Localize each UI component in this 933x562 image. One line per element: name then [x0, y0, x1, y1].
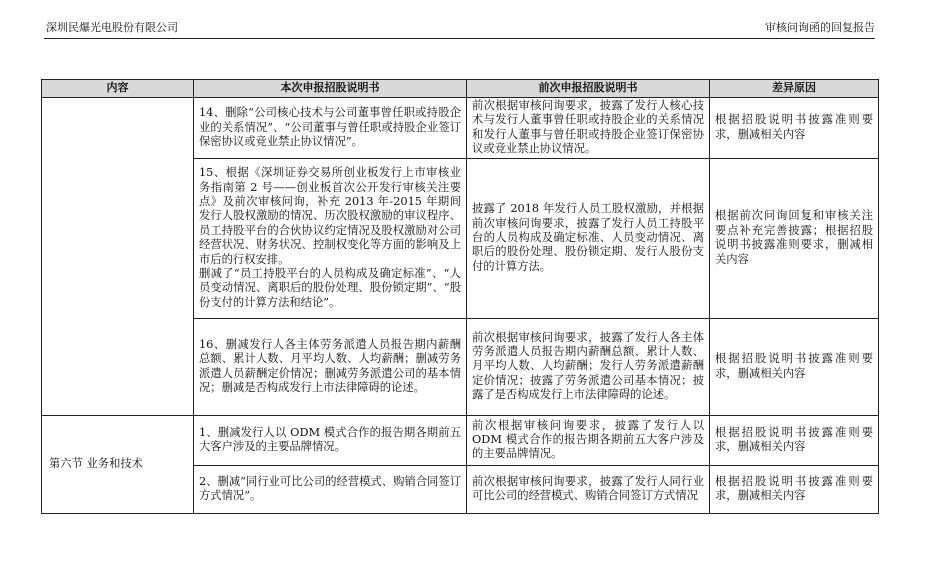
previous-cell: 前次根据审核问询要求，披露了发行人同行业可比公司的经营模式、购销合同签订方式情况 [467, 465, 710, 513]
current-cell: 16、删减发行人各主体劳务派遣人员报告期内薪酬总额、累计人数、月平均人数、人均薪酬；删减劳务派遣人员薪酬定价情况；删减劳务派遣公司的基本情况；删减是否构成发行上市法律障碍的论述。 [194, 318, 467, 415]
reason-cell: 根据招股说明书披露准则要求，删减相关内容 [710, 318, 879, 415]
previous-cell: 前次根据审核问询要求，披露了发行人核心技术与发行人董事曾任职或持股企业的关系情况和发行人董事与曾任职或持股企业签订保密协议或竞业禁止协议情况。 [467, 98, 710, 159]
column-header-previous: 前次申报招股说明书 [467, 80, 710, 98]
table-row [42, 415, 879, 465]
current-cell: 2、删减“同行业可比公司的经营模式、购销合同签订方式情况”。 [194, 465, 467, 513]
section-cell [42, 98, 194, 416]
document-title: 审核问询函的回复报告 [765, 21, 875, 34]
page-header [44, 20, 875, 36]
table-header-row [42, 80, 879, 98]
column-header-reason: 差异原因 [710, 80, 879, 98]
previous-cell: 披露了 2018 年发行人员工股权激励，并根据前次审核问询要求，披露了发行人员工持股平台的人员构成及确定标准、人员变动情况、离职后的股份处理、股份锁定期、发行人股份支付的计算方法。 [467, 158, 710, 318]
current-cell: 1、删减发行人以 ODM 模式合作的报告期各期前五大客户涉及的主要品牌情况。 [194, 415, 467, 465]
reason-cell: 根据招股说明书披露准则要求，删减相关内容 [710, 98, 879, 159]
section-cell: 第六节 业务和技术 [42, 415, 194, 513]
current-cell: 15、根据《深圳证券交易所创业板发行上市审核业务指南第 2 号——创业板首次公开发行审核关注要点》及前次审核问询，补充 2013 年-2015 年期间发行人股权激励的情况、历次股权激励的审议程序、员工持股平台的合伙协议约定情况及股权激励对公司经营状况、财务状况、控制权变化等方面的影响及上市后的行权安排。 删减了“员工持股平台的人员构成及确定标准”、“人员变动情况、离职后的股份处理、股份锁定期”、“股份支付的计算方法和结论”。 [194, 158, 467, 318]
company-name: 深圳民爆光电股份有限公司 [46, 21, 178, 34]
current-cell: 14、删除“公司核心技术与公司董事曾任职或持股企业的关系情况”、“公司董事与曾任职或持股企业签订保密协议或竞业禁止协议情况”。 [194, 98, 467, 159]
reason-cell: 根据前次问询回复和审核关注要点补充完善披露；根据招股说明书披露准则要求，删减相关内容 [710, 158, 879, 318]
reason-cell: 根据招股说明书披露准则要求，删减相关内容 [710, 465, 879, 513]
reason-cell: 根据招股说明书披露准则要求，删减相关内容 [710, 415, 879, 465]
previous-cell: 前次根据审核问询要求，披露了发行人以 ODM 模式合作的报告期各期前五大客户涉及的主要品牌情况。 [467, 415, 710, 465]
column-header-content: 内容 [42, 80, 194, 98]
header-divider [44, 38, 875, 39]
table-row [42, 98, 879, 159]
comparison-table [41, 79, 879, 514]
previous-cell: 前次根据审核问询要求，披露了发行人各主体劳务派遣人员报告期内薪酬总额、累计人数、月平均人数、人均薪酬；发行人劳务派遣薪酬定价情况；披露了劳务派遣公司基本情况；披露了是否构成发行上市法律障碍的论述。 [467, 318, 710, 415]
column-header-current: 本次申报招股说明书 [194, 80, 467, 98]
